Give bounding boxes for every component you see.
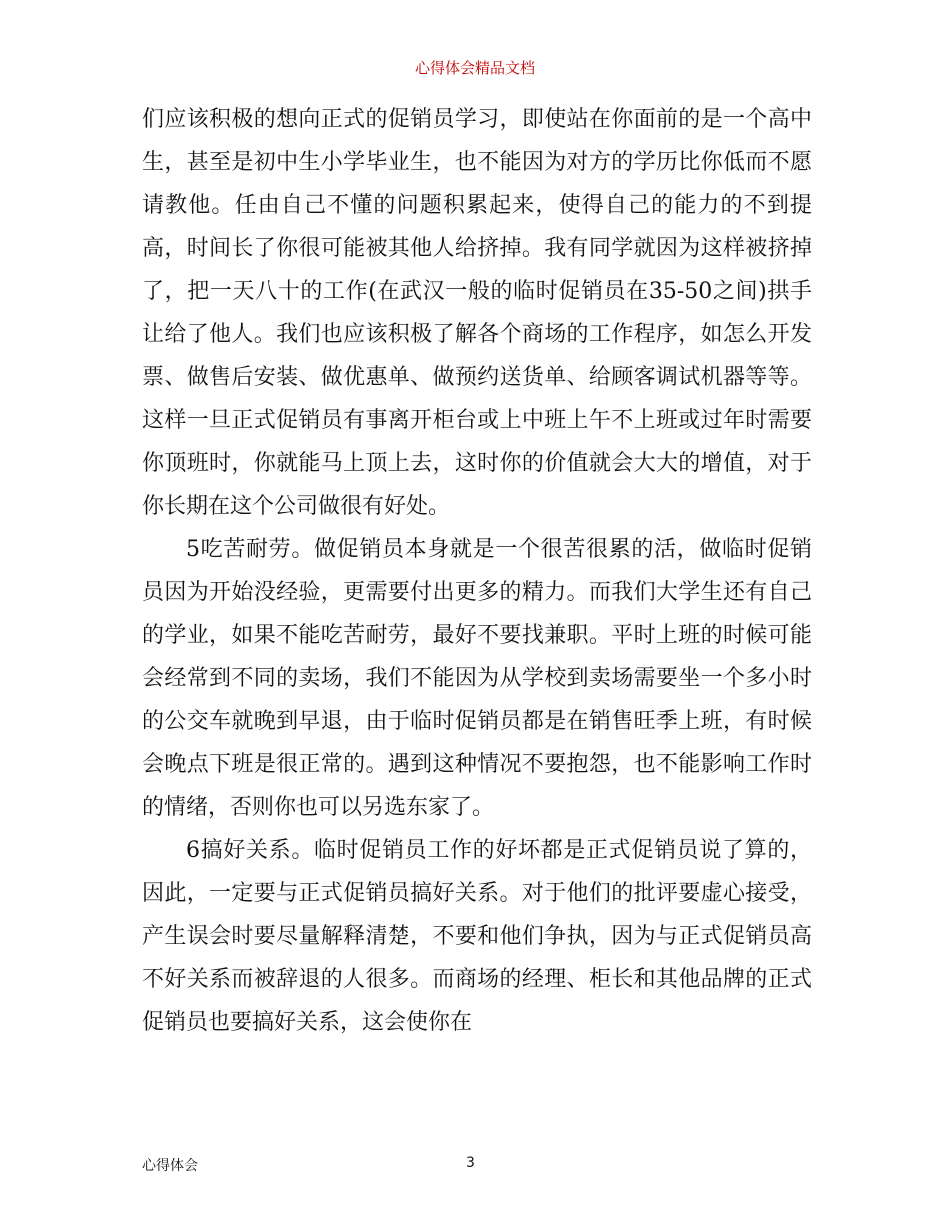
paragraph-1: 们应该积极的想向正式的促销员学习，即使站在你面前的是一个高中生，甚至是初中生小学毕业生，也不能因为对方的学历比你低而不愿请教他。任由自己不懂的问题积累起来，使得自己的能力的不到提高，时间长了你很可能被其他人给挤掉。我有同学就因为这样被挤掉了，把一天八十的工作(在武汉一般的临时促销员在35-50之间)拱手让给了他人。我们也应该积极了解各个商场的工作程序，如怎么开发票、做售后安装、做优惠单、做预约送货单、给顾客调试机器等等。这样一旦正式促销员有事离开柜台或上中班上午不上班或过年时需要你顶班时，你就能马上顶上去，这时你的价值就会大大的增值，对于你长期在这个公司做很有好处。 [142,107,812,519]
footer-label: 心得体会 [142,1158,198,1174]
page-number: 3 [466,1155,475,1171]
page-header: 心得体会精品文档 [414,59,535,77]
paragraph-3: 6搞好关系。临时促销员工作的好坏都是正式促销员说了算的，因此，一定要与正式促销员搞好关系。对于他们的批评要虚心接受，产生误会时要尽量解释清楚，不要和他们争执，因为与正式促销员高不好关系而被辞退的人很多。而商场的经理、柜长和其他品牌的正式促销员也要搞好关系，这会使你在 [142,838,812,1035]
paragraph-2: 5吃苦耐劳。做促销员本身就是一个很苦很累的活，做临时促销员因为开始没经验，更需要付出更多的精力。而我们大学生还有自己的学业，如果不能吃苦耐劳，最好不要找兼职。平时上班的时候可能会经常到不同的卖场，我们不能因为从学校到卖场需要坐一个多小时的公交车就晚到早退，由于临时促销员都是在销售旺季上班，有时候会晚点下班是很正常的。遇到这种情况不要抱怨，也不能影响工作时的情绪，否则你也可以另选东家了。 [142,537,812,820]
document-body [142,98,812,1044]
